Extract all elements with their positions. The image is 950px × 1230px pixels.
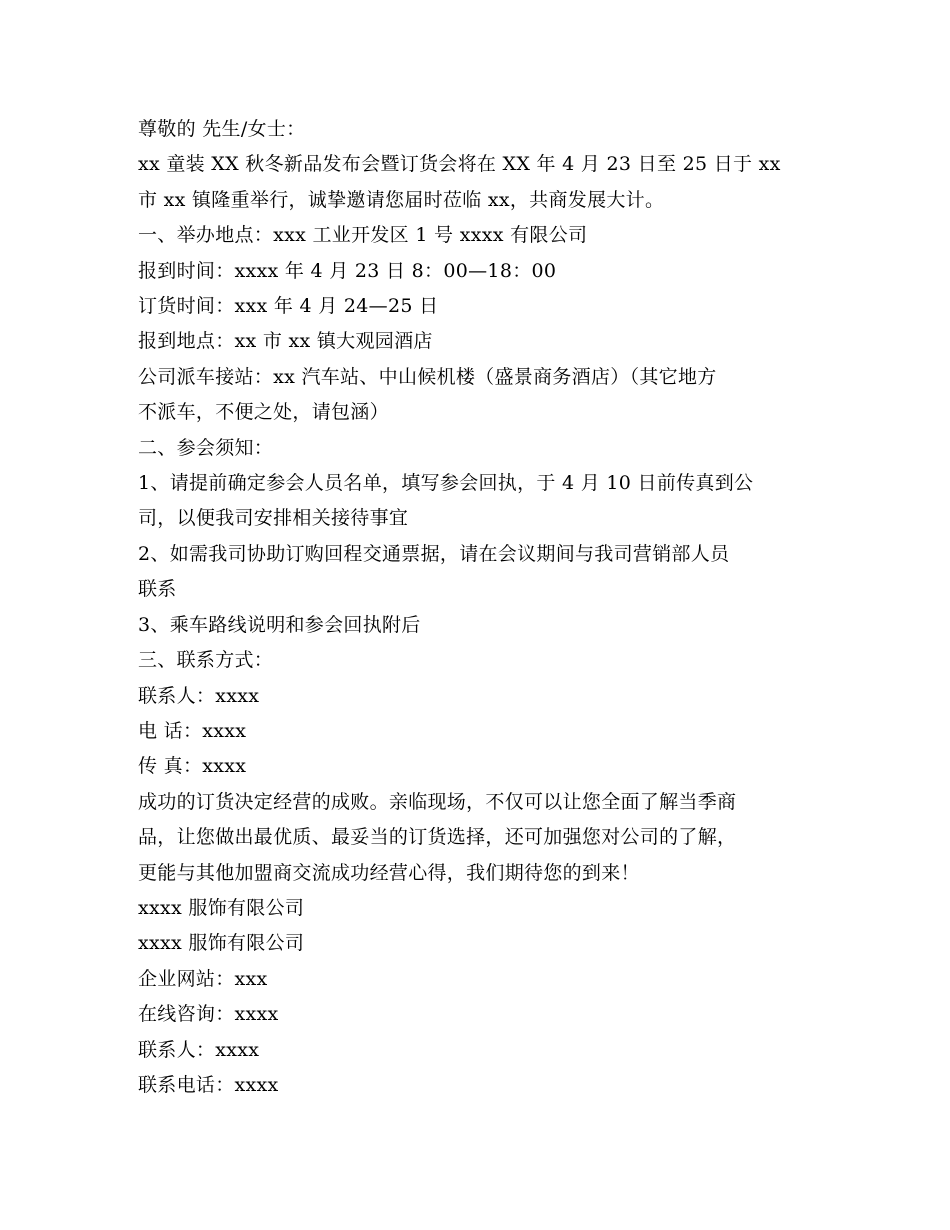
ordering-time: 订货时间：xxx 年 4 月 24—25 日: [138, 295, 439, 318]
notice-1-line-2: 司，以便我司安排相关接待事宜: [138, 507, 409, 530]
company-name-1: xxxx 服饰有限公司: [138, 896, 305, 919]
registration-time: 报到时间：xxxx 年 4 月 23 日 8：00—18：00: [138, 259, 557, 282]
intro-line-2: 市 xx 镇隆重举行，诚挚邀请您届时莅临 xx，共商发展大计。: [138, 188, 665, 211]
shuttle-line-1: 公司派车接站：xx 汽车站、中山候机楼（盛景商务酒店）（其它地方: [138, 365, 717, 388]
contact-fax: 传 真：xxxx: [138, 755, 247, 778]
section-venue: 一、举办地点：xxx 工业开发区 1 号 xxxx 有限公司: [138, 224, 588, 247]
registration-place: 报到地点：xx 市 xx 镇大观园酒店: [138, 330, 433, 353]
closing-line-3: 更能与其他加盟商交流成功经营心得，我们期待您的到来！: [138, 861, 640, 884]
notice-2-line-2: 联系: [138, 578, 177, 601]
contact-phone: 电 话：xxxx: [138, 719, 247, 742]
footer-contact-phone: 联系电话：xxxx: [138, 1073, 279, 1096]
intro-line-1: xx 童装 XX 秋冬新品发布会暨订货会将在 XX 年 4 月 23 日至 25 日于 xx: [138, 153, 781, 176]
notice-2-line-1: 2、如需我司协助订购回程交通票据，请在会议期间与我司营销部人员: [138, 542, 730, 565]
section-contact: 三、联系方式：: [138, 649, 274, 672]
section-notice: 二、参会须知：: [138, 436, 274, 459]
closing-line-1: 成功的订货决定经营的成败。亲临现场，不仅可以让您全面了解当季商: [138, 790, 737, 813]
salutation: 尊敬的 先生/女士：: [138, 118, 306, 140]
company-website: 企业网站：xxx: [138, 967, 268, 990]
footer-contact-person: 联系人：xxxx: [138, 1038, 260, 1061]
contact-person: 联系人：xxxx: [138, 684, 260, 707]
notice-3: 3、乘车路线说明和参会回执附后: [138, 613, 421, 636]
document-body: [138, 112, 818, 1103]
closing-line-2: 品，让您做出最优质、最妥当的订货选择，还可加强您对公司的了解，: [138, 826, 737, 849]
company-name-2: xxxx 服饰有限公司: [138, 932, 305, 955]
online-consult: 在线咨询：xxxx: [138, 1003, 279, 1026]
notice-1-line-1: 1、请提前确定参会人员名单，填写参会回执，于 4 月 10 日前传真到公: [138, 472, 754, 495]
shuttle-line-2: 不派车，不便之处，请包涵）: [138, 401, 389, 424]
